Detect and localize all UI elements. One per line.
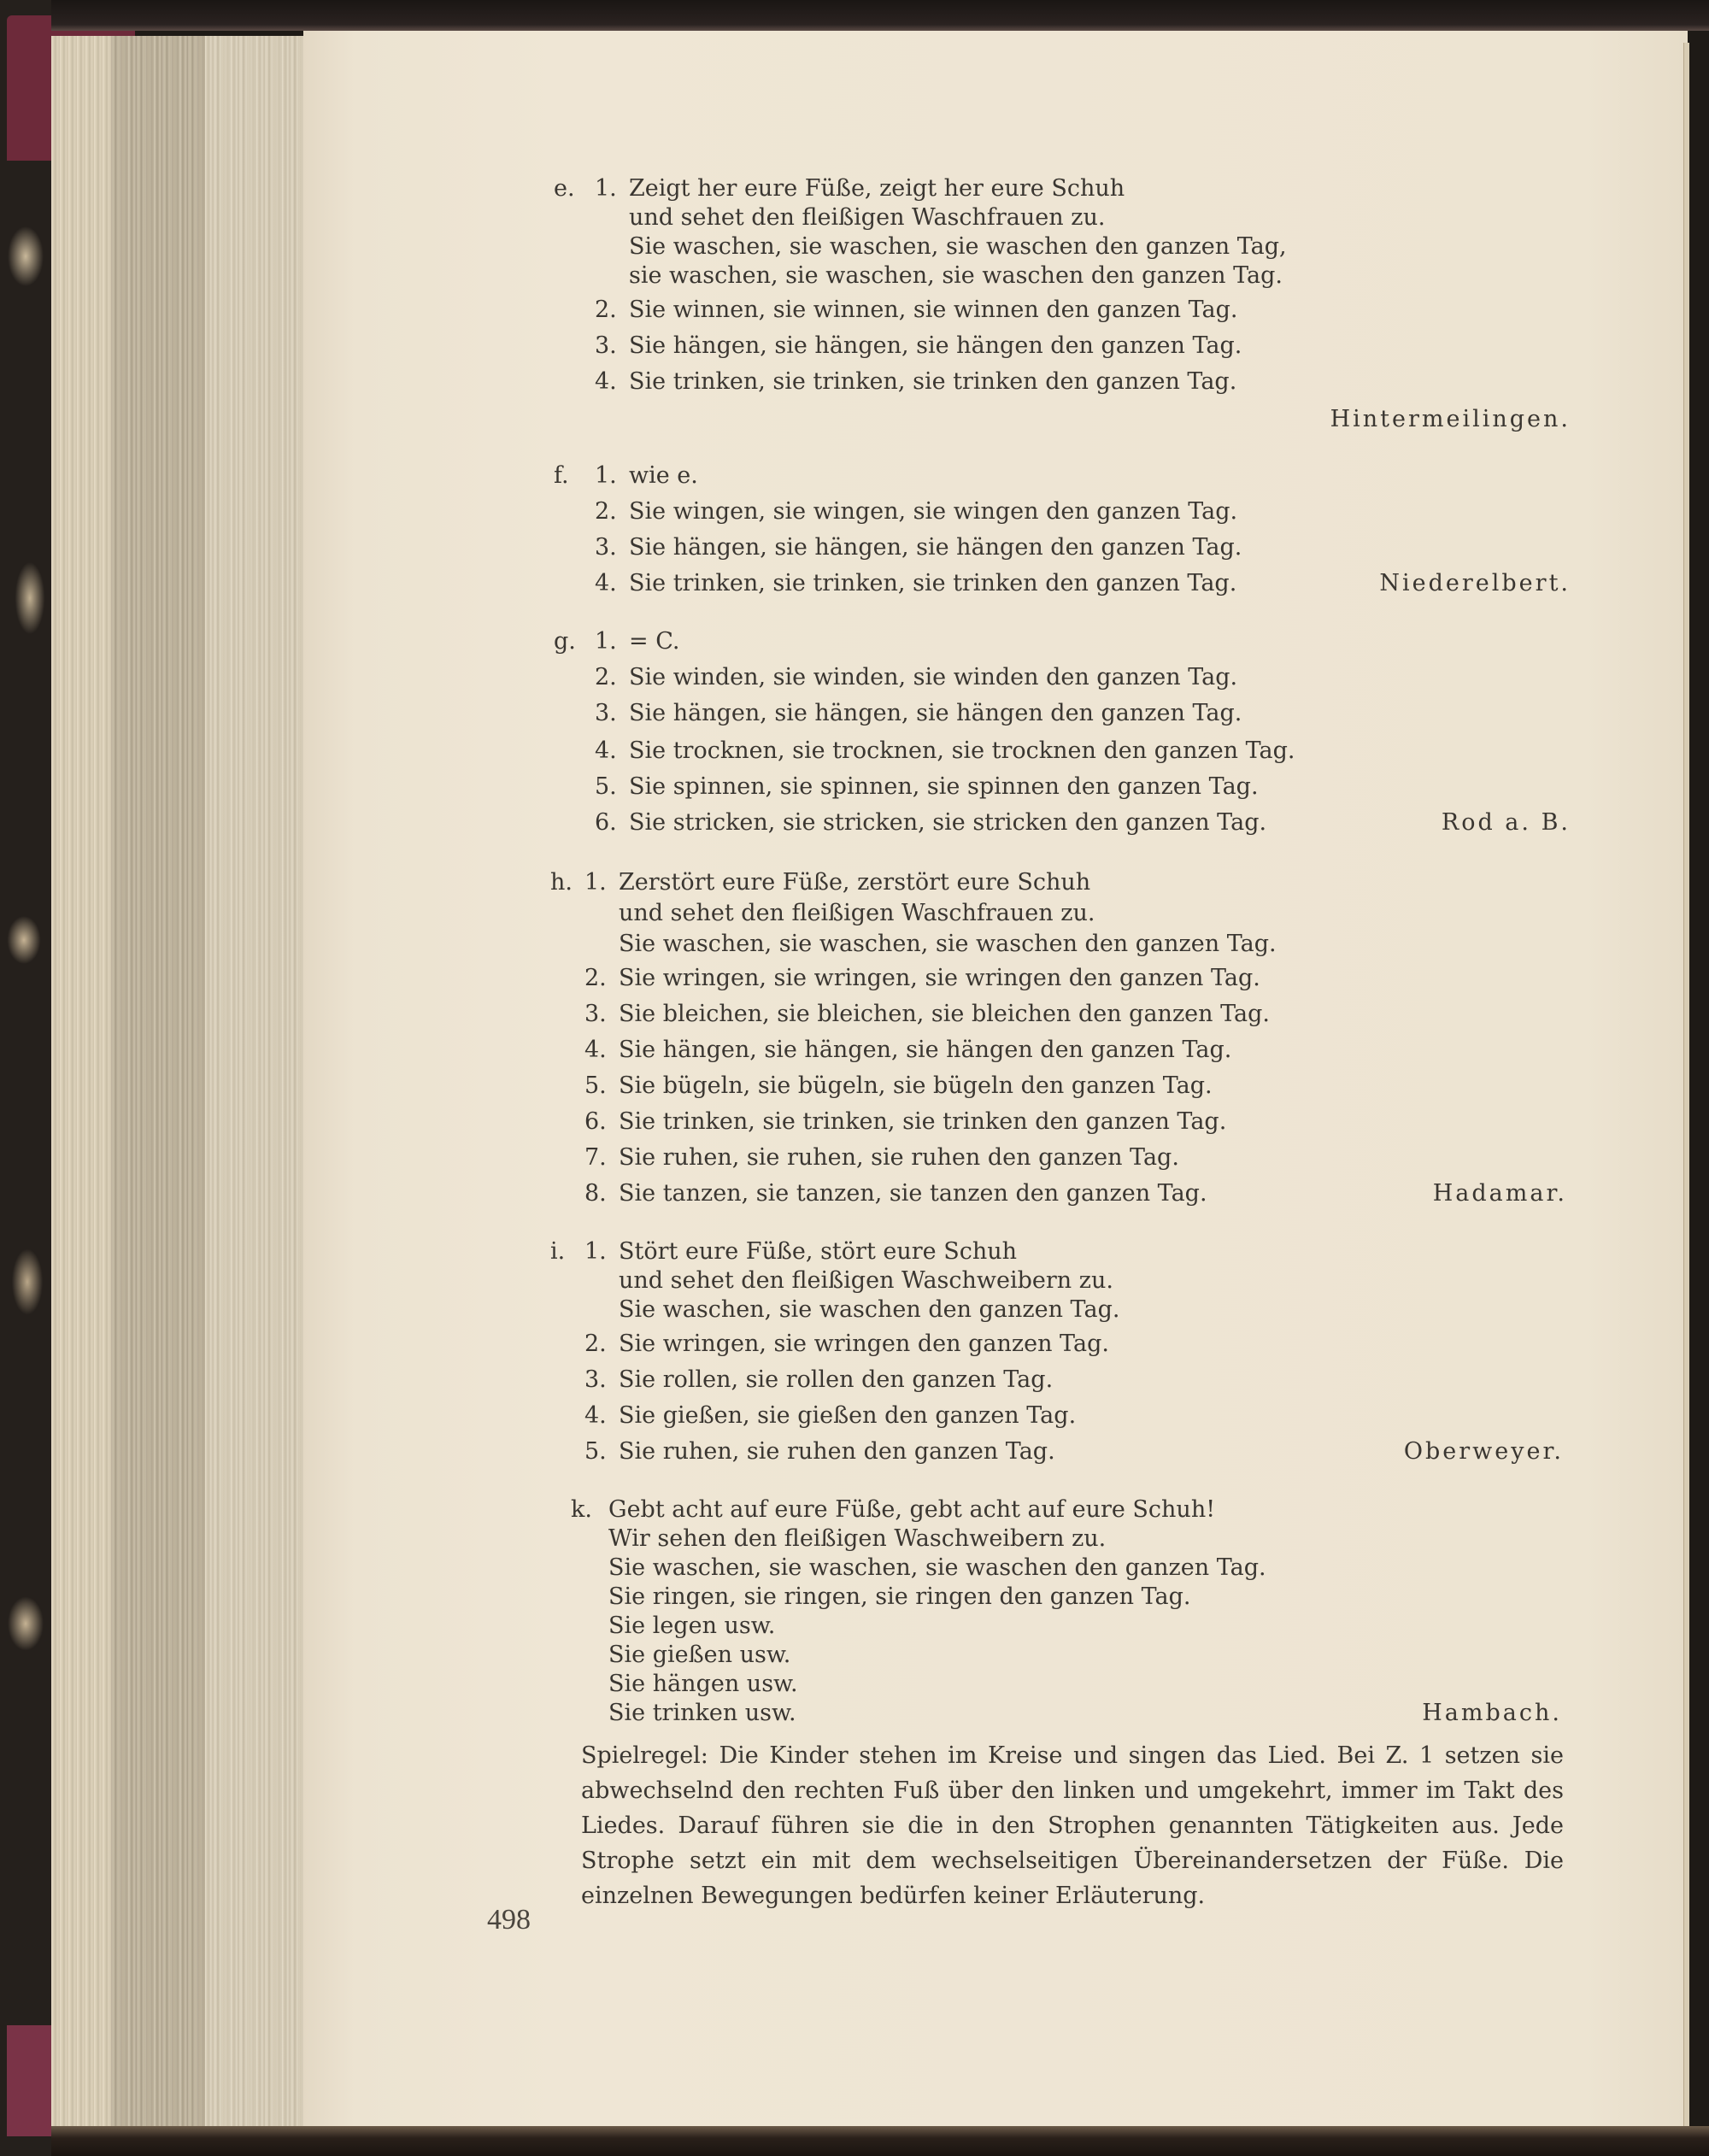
verse-number: 4. (595, 737, 617, 764)
place-name: Hadamar. (1432, 1180, 1567, 1207)
game-rule-paragraph: Spielregel: Die Kinder stehen im Kreise und singen das Lied. Bei Z. 1 setzen sie abwechselnd den rechten Fuß über den linken und umgekehrt, immer im Takt des Liedes. Darauf führen sie die in den Strophen genannten Tätigkeiten aus. Jede Strophe setzt ein mit dem wechselseitigen Übereinandersetzen der Füße. Die einzelnen Bewegungen bedürfen keiner Erläuterung. (581, 1742, 1564, 1909)
verse-line: Sie trocknen, sie trocknen, sie trocknen den ganzen Tag. (629, 737, 1295, 764)
verse-number: 6. (584, 1108, 607, 1135)
verse-line: Sie trinken, sie trinken, sie trinken den ganzen Tag. (629, 570, 1237, 596)
verse-number: 3. (595, 332, 617, 359)
verse-number: 6. (595, 809, 617, 836)
verse-line: Sie ringen, sie ringen, sie ringen den ganzen Tag. (608, 1583, 1191, 1610)
verse-number: 3. (584, 1366, 607, 1393)
book-bottom-edge (51, 2126, 1709, 2156)
verse-number: 7. (584, 1144, 607, 1171)
verse-line: Zeigt her eure Füße, zeigt her eure Schuh (629, 175, 1125, 202)
verse-line: Sie wingen, sie wingen, sie wingen den ganzen Tag. (629, 498, 1238, 525)
verse-line: = C. (629, 628, 680, 655)
verse-line: Sie rollen, sie rollen den ganzen Tag. (619, 1366, 1054, 1393)
verse-line: Stört eure Füße, stört eure Schuh (619, 1238, 1018, 1265)
verse-line: Zerstört eure Füße, zerstört eure Schuh (619, 869, 1091, 896)
section-h (550, 865, 1567, 1207)
verse-line: Sie winden, sie winden, sie winden den ganzen Tag. (629, 664, 1238, 690)
verse-number: 2. (584, 1331, 607, 1357)
verse-line: und sehet den fleißigen Waschfrauen zu. (629, 204, 1106, 231)
verse-number: 2. (595, 664, 617, 690)
place-name: Oberweyer. (1403, 1438, 1564, 1465)
verse-line: Sie ruhen, sie ruhen den ganzen Tag. (619, 1438, 1055, 1465)
verse-line: Sie wringen, sie wringen, sie wringen den ganzen Tag. (619, 965, 1260, 991)
verse-number: 1. (595, 175, 617, 202)
verse-line: Sie gießen, sie gießen den ganzen Tag. (619, 1402, 1077, 1429)
verse-number: 2. (584, 965, 607, 991)
place-name: Hintermeilingen. (1330, 406, 1571, 432)
verse-number: 1. (595, 628, 617, 655)
verse-number: 5. (584, 1438, 607, 1465)
verse-line: sie waschen, sie waschen, sie waschen den ganzen Tag. (629, 262, 1283, 289)
verse-line: Sie hängen, sie hängen, sie hängen den ganzen Tag. (629, 534, 1242, 561)
verse-line: Sie ruhen, sie ruhen, sie ruhen den ganzen Tag. (619, 1144, 1179, 1171)
verse-line: Wir sehen den fleißigen Waschweibern zu. (608, 1525, 1107, 1552)
verse-line: Sie hängen, sie hängen, sie hängen den ganzen Tag. (629, 332, 1242, 359)
verse-line: Sie trinken usw. (608, 1700, 796, 1726)
section-label: e. (554, 175, 575, 202)
section-label: f. (554, 462, 569, 489)
verse-line: Sie bleichen, sie bleichen, sie bleichen den ganzen Tag. (619, 1001, 1270, 1027)
verse-line: und sehet den fleißigen Waschweibern zu. (619, 1267, 1113, 1294)
section-label: k. (571, 1496, 592, 1523)
verse-line: Sie trinken, sie trinken, sie trinken den ganzen Tag. (619, 1108, 1227, 1135)
verse-line: Sie trinken, sie trinken, sie trinken den ganzen Tag. (629, 368, 1237, 395)
section-k (571, 1492, 1562, 1740)
verse-line: Sie spinnen, sie spinnen, sie spinnen den ganzen Tag. (629, 773, 1259, 800)
verse-number: 1. (584, 1238, 607, 1265)
verse-line: Sie stricken, sie stricken, sie stricken den ganzen Tag. (629, 809, 1267, 836)
verse-number: 3. (595, 534, 617, 561)
page-number: 498 (487, 1904, 531, 1936)
verse-line: Sie tanzen, sie tanzen, sie tanzen den ganzen Tag. (619, 1180, 1207, 1207)
verse-number: 8. (584, 1180, 607, 1207)
section-e (554, 171, 1571, 436)
place-name: Rod a. B. (1441, 809, 1571, 836)
verse-line: wie e. (629, 462, 698, 489)
verse-line: Sie bügeln, sie bügeln, sie bügeln den ganzen Tag. (619, 1072, 1213, 1099)
verse-line: Sie winnen, sie winnen, sie winnen den ganzen Tag. (629, 297, 1238, 323)
section-label: h. (550, 869, 573, 896)
verse-line: Gebt acht auf eure Füße, gebt acht auf eure Schuh! (608, 1496, 1216, 1523)
verse-line: Sie waschen, sie waschen, sie waschen den ganzen Tag. (608, 1554, 1266, 1581)
section-f (554, 458, 1571, 612)
verse-number: 2. (595, 297, 617, 323)
verse-number: 3. (584, 1001, 607, 1027)
section-label: i. (550, 1238, 566, 1265)
verse-line: Sie hängen, sie hängen, sie hängen den ganzen Tag. (629, 700, 1242, 726)
verse-number: 4. (584, 1037, 607, 1063)
place-name: Hambach. (1422, 1700, 1562, 1726)
verse-number: 5. (584, 1072, 607, 1099)
verse-number: 3. (595, 700, 617, 726)
page-edges-highlight (205, 36, 308, 2130)
verse-number: 4. (595, 368, 617, 395)
verse-line: Sie hängen, sie hängen, sie hängen den ganzen Tag. (619, 1037, 1232, 1063)
verse-number: 1. (595, 462, 617, 489)
section-g (554, 624, 1571, 846)
page-edges-shadow (111, 36, 205, 2130)
place-name: Niederelbert. (1379, 570, 1571, 596)
verse-line: Sie hängen usw. (608, 1671, 798, 1697)
verse-number: 5. (595, 773, 617, 800)
page-edges-stack (51, 36, 308, 2130)
verse-number: 4. (584, 1402, 607, 1429)
verse-line: Sie waschen, sie waschen, sie waschen den ganzen Tag. (619, 931, 1277, 957)
page-right-fold (1683, 43, 1689, 2128)
book-top-edge (51, 0, 1709, 31)
verse-line: Sie legen usw. (608, 1613, 776, 1639)
verse-line: Sie wringen, sie wringen den ganzen Tag. (619, 1331, 1109, 1357)
verse-line: Sie waschen, sie waschen, sie waschen den ganzen Tag, (629, 233, 1287, 260)
verse-number: 1. (584, 869, 607, 896)
verse-number: 4. (595, 570, 617, 596)
verse-number: 2. (595, 498, 617, 525)
verse-line: Sie gießen usw. (608, 1642, 791, 1668)
section-i (550, 1234, 1564, 1473)
verse-line: Sie waschen, sie waschen den ganzen Tag. (619, 1296, 1120, 1323)
section-label: g. (554, 628, 576, 655)
verse-line: und sehet den fleißigen Waschfrauen zu. (619, 900, 1095, 926)
